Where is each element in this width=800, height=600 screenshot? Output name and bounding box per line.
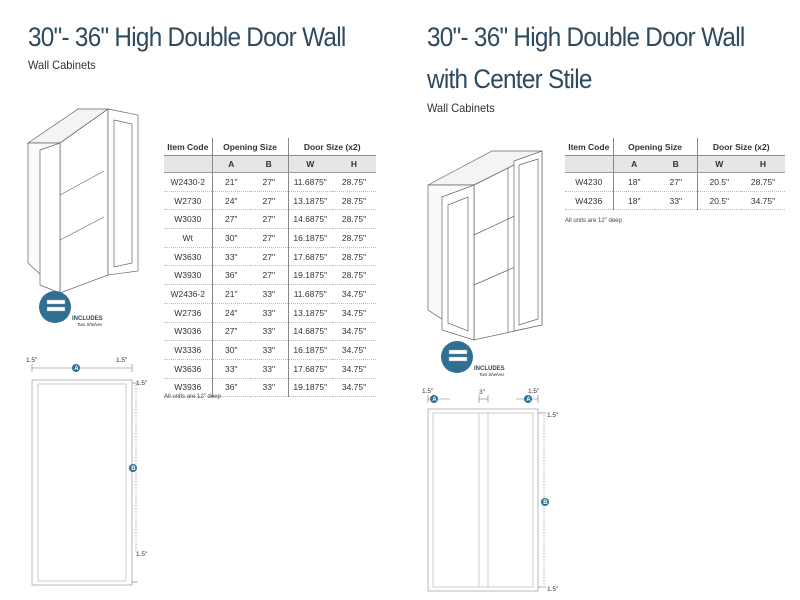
right-elevation-diagram (420, 385, 580, 597)
table-row (164, 247, 376, 266)
cell-a: 27" (212, 322, 250, 341)
cell-w: 19.1875" (288, 378, 332, 397)
cell-code: Wt (164, 229, 212, 248)
header-opening-size: Opening Size (613, 138, 697, 156)
cell-a: 18" (613, 173, 655, 192)
cell-w: 20.5" (697, 173, 741, 192)
cell-b: 33" (655, 191, 697, 210)
left-dim-top: 1.5" (136, 380, 148, 387)
right-table-note: All units are 12" deep (565, 218, 622, 224)
header-w: W (288, 156, 332, 173)
cell-h: 28.75" (332, 247, 376, 266)
cell-code: W3630 (164, 247, 212, 266)
cell-b: 27" (250, 266, 288, 285)
cell-w: 11.6875" (288, 173, 332, 192)
cell-code: W4230 (565, 173, 613, 192)
cell-code: W4236 (565, 191, 613, 210)
cell-a: 27" (212, 210, 250, 229)
right-includes-title: INCLUDES (474, 366, 505, 372)
cell-b: 33" (250, 341, 288, 360)
table-row (565, 191, 785, 210)
header-door-size: Door Size (x2) (288, 138, 376, 156)
cell-w: 19.1875" (288, 266, 332, 285)
table-row (164, 266, 376, 285)
cell-h: 28.75" (332, 210, 376, 229)
cell-h: 34.75" (332, 341, 376, 360)
cell-a: 24" (212, 303, 250, 322)
cell-w: 13.1875" (288, 191, 332, 210)
cell-w: 17.6875" (288, 247, 332, 266)
cell-a: 33" (212, 247, 250, 266)
cell-h: 28.75" (332, 173, 376, 192)
right-dim-right: 1.5" (528, 388, 540, 395)
table-row (164, 173, 376, 192)
left-marker-b-label: B (131, 466, 136, 472)
cell-b: 33" (250, 285, 288, 304)
cell-h: 28.75" (332, 229, 376, 248)
cell-code: W3036 (164, 322, 212, 341)
cell-w: 17.6875" (288, 359, 332, 378)
cell-b: 27" (250, 229, 288, 248)
table-row (164, 229, 376, 248)
cell-a: 21" (212, 285, 250, 304)
cell-w: 20.5" (697, 191, 741, 210)
left-dim-right: 1.5" (116, 357, 128, 364)
right-marker-a1-label: A (432, 397, 437, 403)
left-title: 30"- 36" High Double Door Wall (28, 22, 346, 52)
cell-a: 18" (613, 191, 655, 210)
header-item-code: Item Code (565, 138, 613, 156)
cell-code: W2730 (164, 191, 212, 210)
cell-h: 34.75" (332, 322, 376, 341)
cell-w: 14.6875" (288, 210, 332, 229)
right-title-line1: 30"- 36" High Double Door Wall (427, 22, 745, 52)
header-door-size: Door Size (x2) (697, 138, 785, 156)
cell-a: 30" (212, 341, 250, 360)
left-includes-title: INCLUDES (72, 316, 103, 322)
right-title-line2: with Center Stile (427, 64, 592, 94)
right-includes-sub: Two Shelves (479, 372, 505, 377)
cell-a: 21" (212, 173, 250, 192)
left-spec-table (164, 138, 376, 397)
cell-b: 33" (250, 322, 288, 341)
cell-b: 33" (250, 378, 288, 397)
left-includes-sub: Two Shelves (77, 322, 103, 327)
table-row (164, 341, 376, 360)
right-marker-a2-label: A (526, 397, 531, 403)
cell-w: 13.1875" (288, 303, 332, 322)
left-elevation-diagram (20, 352, 160, 597)
right-includes-badge (440, 340, 520, 380)
right-dim-left: 1.5" (422, 388, 434, 395)
cell-code: W2736 (164, 303, 212, 322)
cell-h: 34.75" (332, 285, 376, 304)
cell-h: 34.75" (332, 303, 376, 322)
right-subtitle: Wall Cabinets (427, 101, 495, 115)
cell-a: 24" (212, 191, 250, 210)
right-dim-top: 1.5" (547, 412, 559, 419)
cell-h: 28.75" (332, 191, 376, 210)
cell-w: 11.6875" (288, 285, 332, 304)
header-w: W (697, 156, 741, 173)
cell-code: W3936 (164, 378, 212, 397)
cell-w: 14.6875" (288, 322, 332, 341)
table-row (164, 191, 376, 210)
header-b: B (655, 156, 697, 173)
left-marker-a-label: A (74, 366, 79, 372)
table-row (164, 210, 376, 229)
right-cabinet-illustration (422, 135, 562, 350)
cell-code: W2436-2 (164, 285, 212, 304)
table-row (164, 359, 376, 378)
cell-code: W3030 (164, 210, 212, 229)
cell-h: 28.75" (332, 266, 376, 285)
cell-code: W3336 (164, 341, 212, 360)
table-row (164, 322, 376, 341)
left-subtitle: Wall Cabinets (28, 58, 96, 72)
left-table-note: All units are 12" deep (164, 394, 221, 400)
cell-b: 27" (250, 173, 288, 192)
right-dim-bottom: 1.5" (547, 586, 559, 593)
cell-h: 34.75" (332, 378, 376, 397)
cell-a: 33" (212, 359, 250, 378)
left-dim-left: 1.5" (26, 357, 38, 364)
header-b: B (250, 156, 288, 173)
cell-b: 27" (250, 191, 288, 210)
cell-b: 27" (250, 247, 288, 266)
table-row (164, 285, 376, 304)
header-item-code: Item Code (164, 138, 212, 156)
header-h: H (741, 156, 785, 173)
cell-code: W3636 (164, 359, 212, 378)
cell-a: 30" (212, 229, 250, 248)
cell-code: W3930 (164, 266, 212, 285)
right-spec-table (565, 138, 785, 210)
header-h: H (332, 156, 376, 173)
right-dim-stile: 3" (479, 389, 485, 396)
cell-code: W2430-2 (164, 173, 212, 192)
header-opening-size: Opening Size (212, 138, 288, 156)
table-row (565, 173, 785, 192)
cell-b: 27" (250, 210, 288, 229)
cell-w: 16.1875" (288, 341, 332, 360)
cell-h: 34.75" (741, 191, 785, 210)
left-dim-bottom: 1.5" (136, 551, 148, 558)
cell-w: 16.1875" (288, 229, 332, 248)
cell-b: 33" (250, 303, 288, 322)
right-marker-b-label: B (543, 500, 548, 506)
cell-a: 36" (212, 266, 250, 285)
header-a: A (613, 156, 655, 173)
cell-h: 34.75" (332, 359, 376, 378)
cell-b: 27" (655, 173, 697, 192)
cell-a: 36" (212, 378, 250, 397)
left-includes-badge (38, 290, 118, 330)
cell-b: 33" (250, 359, 288, 378)
header-a: A (212, 156, 250, 173)
table-row (164, 303, 376, 322)
cell-h: 28.75" (741, 173, 785, 192)
